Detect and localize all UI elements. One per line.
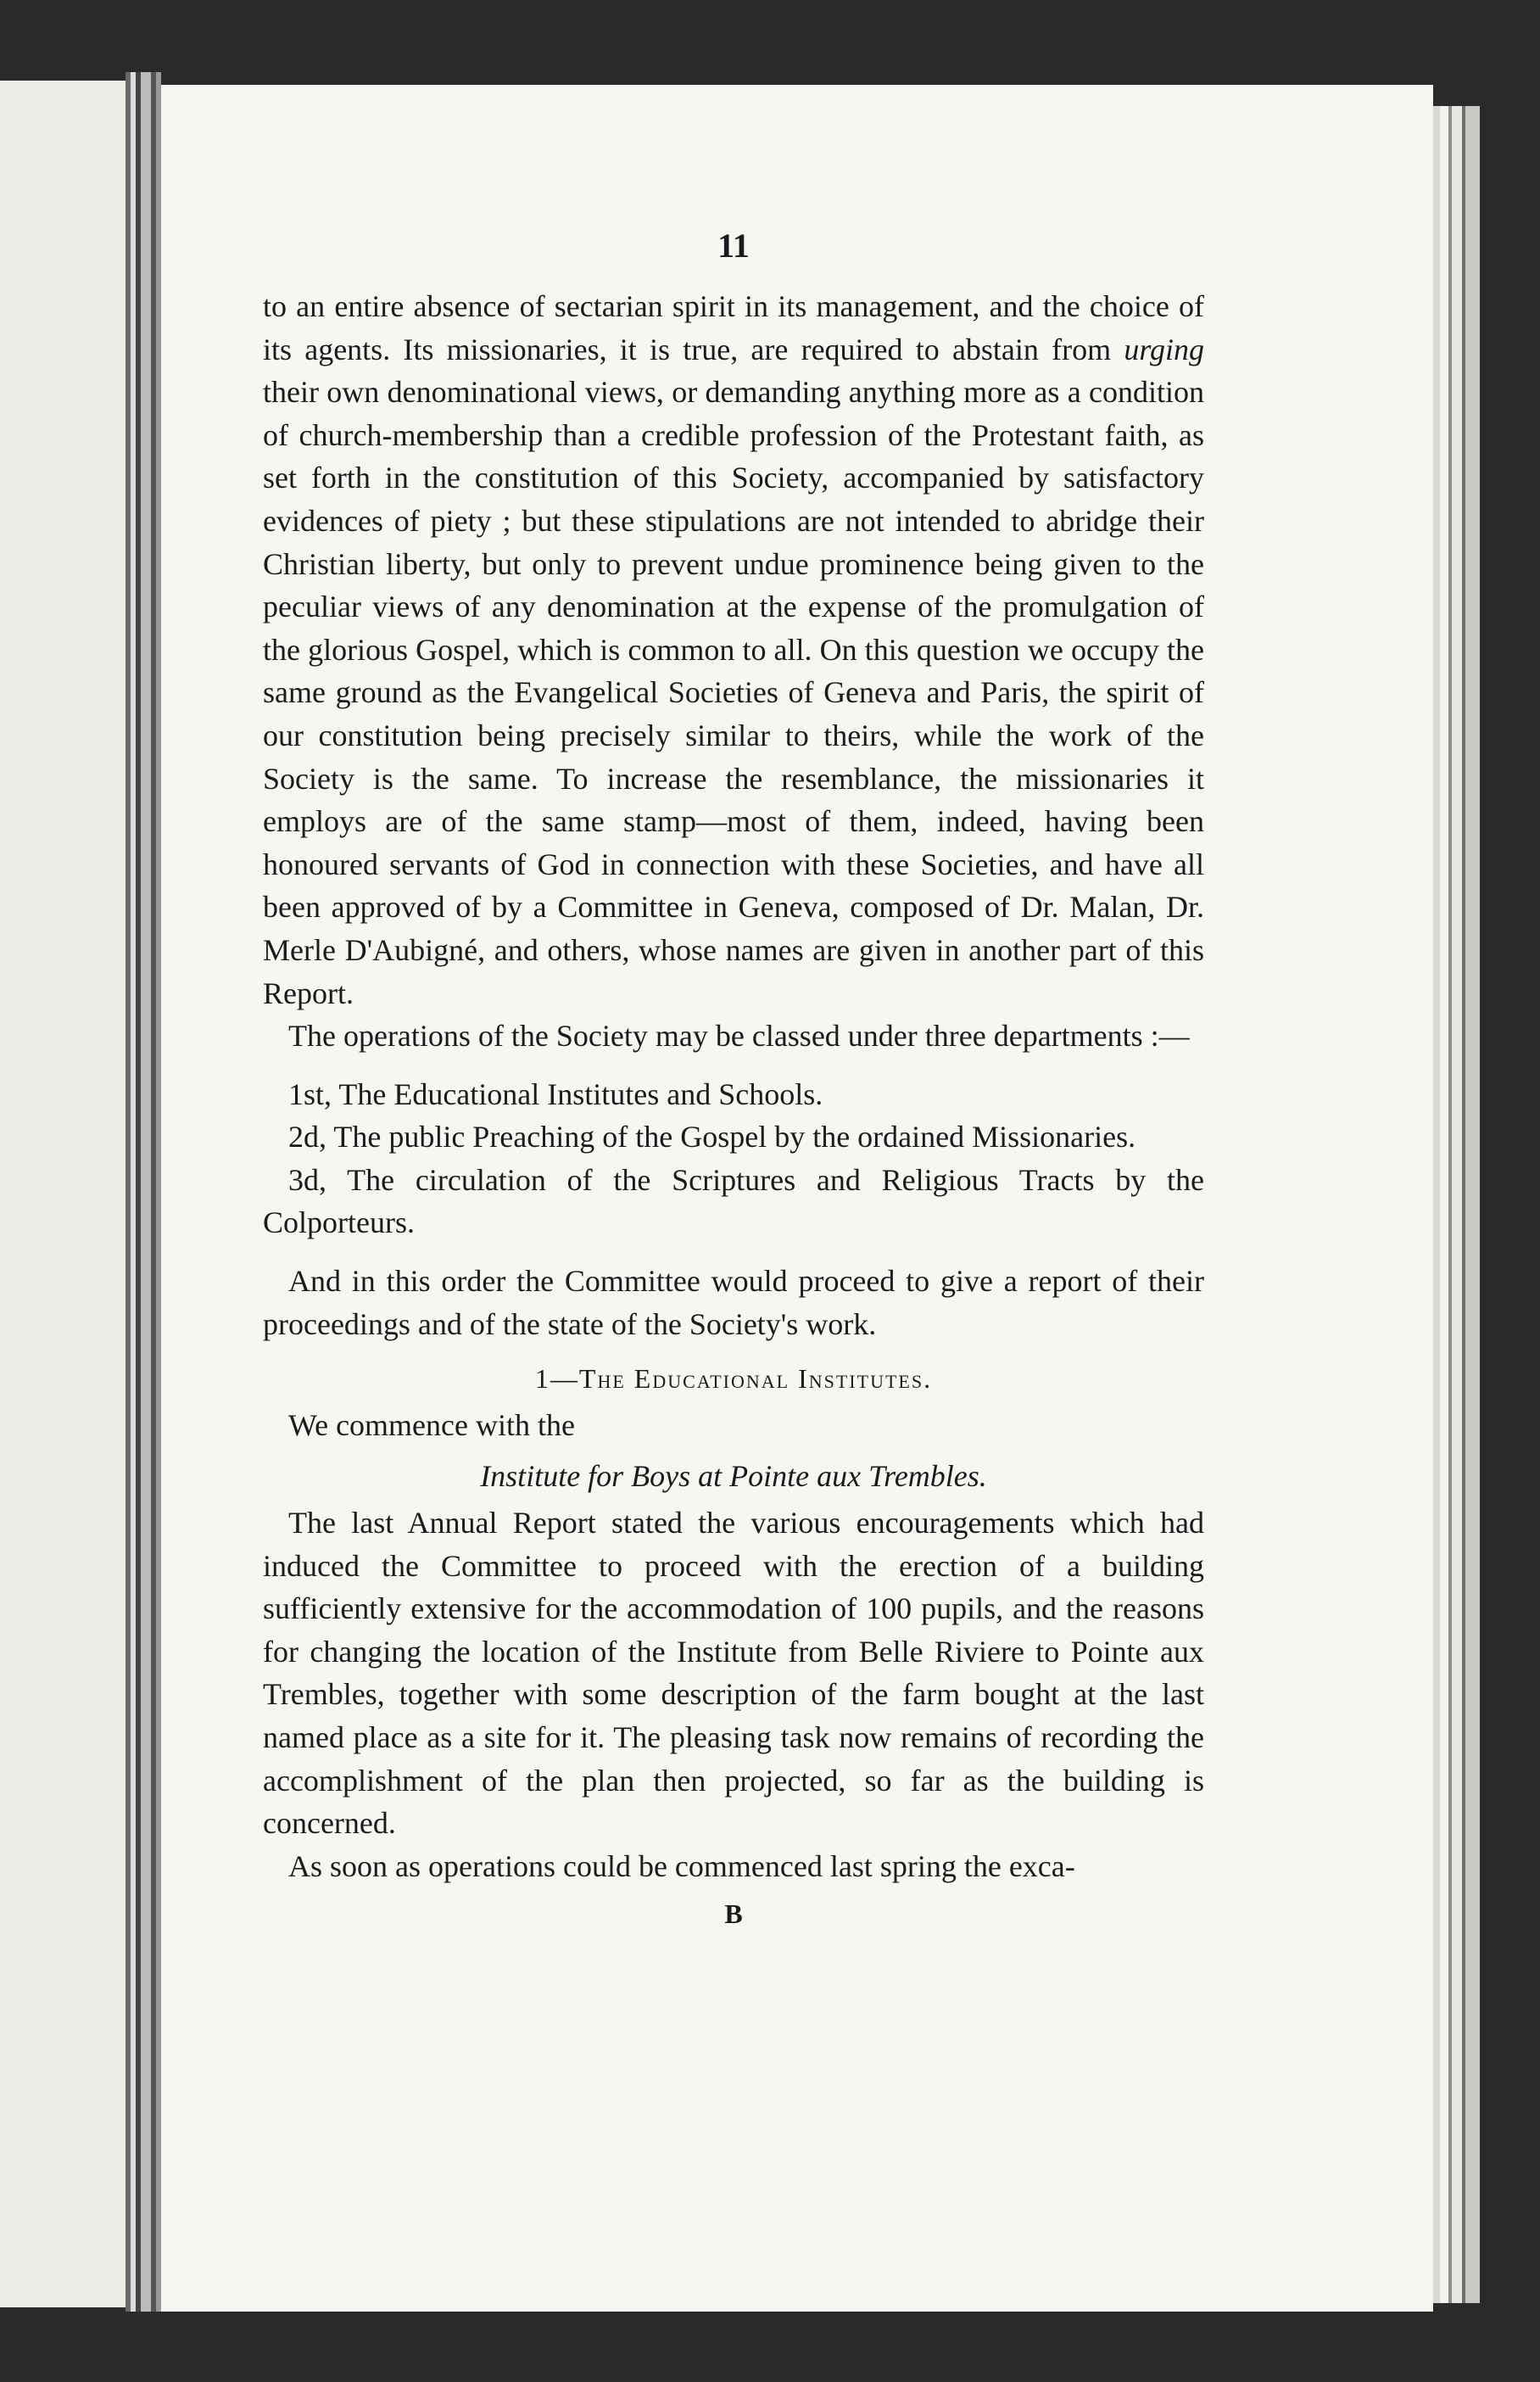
paragraph-operations: The operations of the Society may be classed under three departments :— bbox=[288, 1019, 1190, 1054]
paragraph-continuation bbox=[263, 285, 1204, 1015]
signature-mark: B bbox=[724, 1898, 743, 1930]
paragraph-commence: We commence with the bbox=[288, 1407, 575, 1442]
subsection-heading: Institute for Boys at Pointe aux Trembles. bbox=[480, 1459, 987, 1494]
paragraph-annual-report: The last Annual Report stated the various encouragements which had induced the Committee to proceed with the erection of a building sufficiently extensive for the accommodation of 100 pupils, and the reasons for changing the location of the Institute from Belle Riviere to Pointe aux Trembles, together with some description of the farm bought at the last named place as a site for it. The pleasing task now remains of recording the accomplishment of the plan then projected, so far as the building is concerned. bbox=[263, 1506, 1204, 1841]
paragraph-text: their own denominational views, or demanding anything more as a condition of church-membership than a credible profession of the Protestant faith, as set forth in the constitution of this Society, accompanied by satisfactory evidences of piety ; but these stipulations are not intended to abridge their Christian liberty, but only to prevent undue prominence being given to the peculiar views of any denomination at the expense of the promulgation of the glorious Gospel, which is common to all. On this question we occupy the same ground as the Evangelical Societies of Geneva and Paris, the spirit of our constitution being precisely similar to theirs, while the work of the Society is the same. To increase the resemblance, the missionaries it employs are of the same stamp—most of them, indeed, having been honoured servants of God in connection with these Societies, and have all been approved of by a Committee in Geneva, composed of Dr. Malan, Dr. Merle D'Aubigné, and others, whose names are given in another part of this Report. bbox=[263, 375, 1204, 1010]
paragraph-operations-commenced: As soon as operations could be commenced last spring the exca- bbox=[288, 1848, 1075, 1883]
emphasis-text: urging bbox=[1124, 332, 1204, 366]
list-item-preaching: 2d, The public Preaching of the Gospel by the ordained Missionaries. bbox=[288, 1120, 1136, 1155]
list-item-circulation: 3d, The circulation of the Scriptures and Religious Tracts by the Colporteurs. bbox=[263, 1162, 1204, 1240]
book-gutter bbox=[126, 72, 161, 2312]
list-item-educational: 1st, The Educational Institutes and Schools. bbox=[288, 1076, 823, 1111]
page-stack-edge bbox=[1433, 106, 1480, 2303]
page-text bbox=[263, 212, 1204, 1936]
facing-page-edge bbox=[0, 81, 126, 2307]
paragraph-order: And in this order the Committee would proceed to give a report of their proceedings and of the state of the Society's work. bbox=[263, 1264, 1204, 1341]
page-number: 11 bbox=[717, 226, 750, 265]
section-heading: 1—The Educational Institutes. bbox=[534, 1363, 933, 1395]
paragraph-text: to an entire absence of sectarian spirit in its management, and the choice of its agents. Its missionaries, it is true, are required to abstain from bbox=[263, 289, 1204, 366]
